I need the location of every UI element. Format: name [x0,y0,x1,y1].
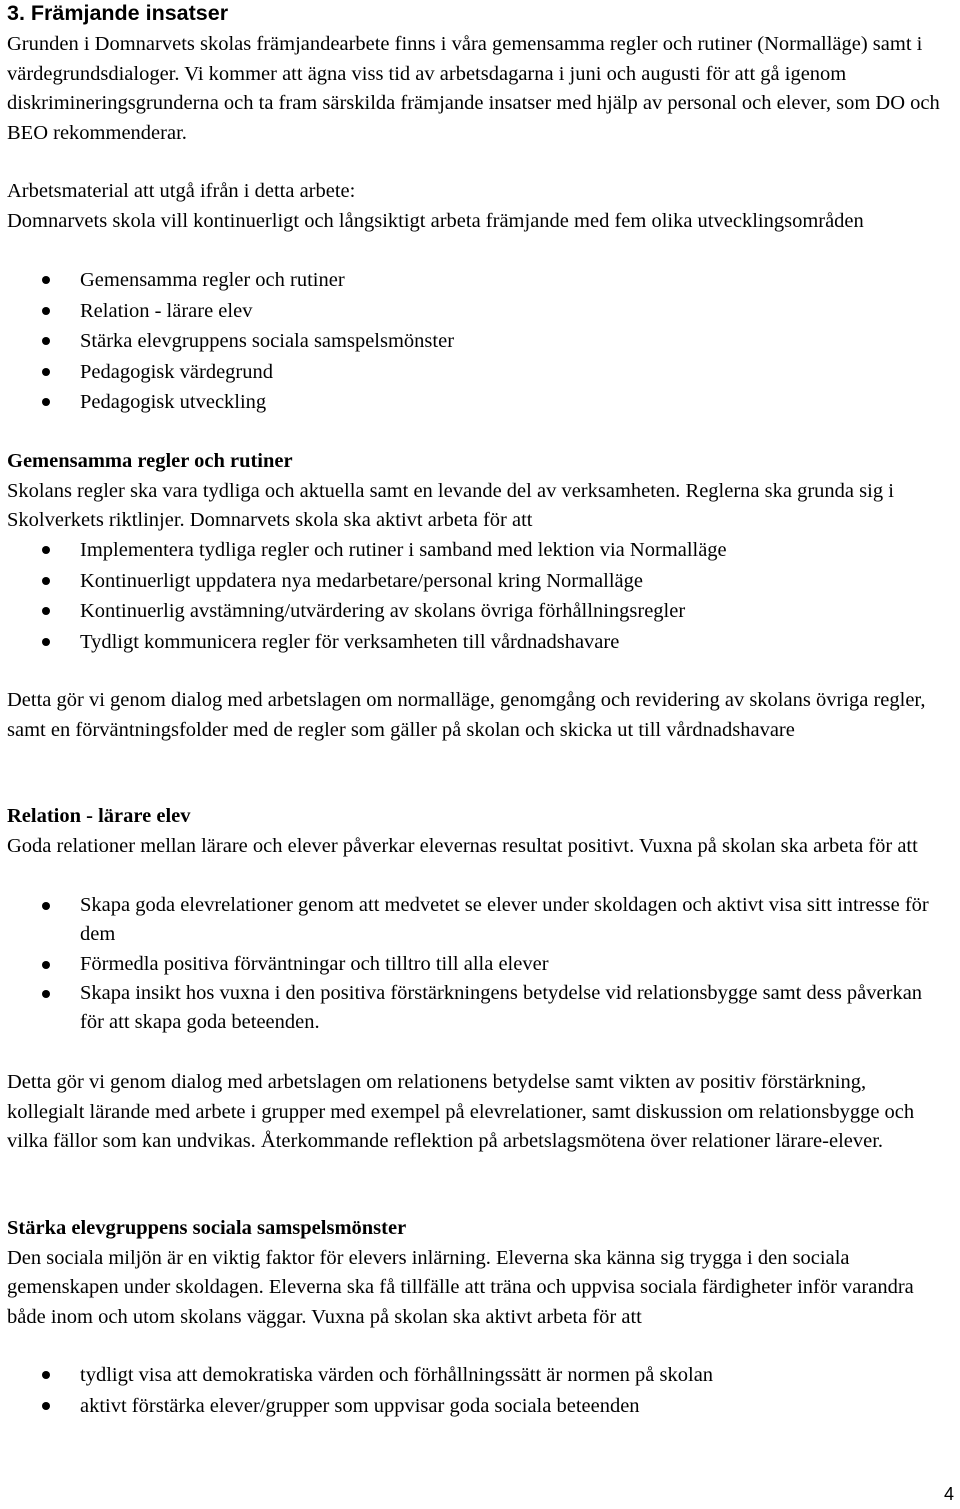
list-item: Skapa goda elevrelationer genom att medvetet se elever under skoldagen och aktivt visa sitt intresse för dem [0,891,940,950]
rules-list [0,535,940,657]
rules-section [7,447,947,536]
social-text: Den sociala miljön är en viktig faktor för elevers inlärning. Eleverna ska känna sig trygga i den sociala gemenskapen under skoldagen. Eleverna ska få tillfälle att träna och uppvisa sociala färdigheter inför varandra både inom och utom skolans väggar. Vuxna på skolan ska aktivt arbeta för att [7,1246,914,1328]
social-list [0,1360,940,1421]
intro-text: Grunden i Domnarvets skolas främjandearbete finns i våra gemensamma regler och rutiner (Normalläge) samt i värdegrundsdialoger. Vi kommer att ägna viss tid av arbetsdagarna i juni och augusti för att gå igenom diskrimineringsgrunderna och ta fram särskilda främjande insatser med hjälp av personal och elever, som DO och BEO rekommenderar. [7,33,940,144]
rules-followup-text: Detta gör vi genom dialog med arbetslagen om normalläge, genomgång och revidering av skolans övriga regler, samt en förväntningsfolder med de regler som gäller på skolan och skicka ut till vårdnadshavare [7,689,926,741]
relation-followup [7,1068,947,1157]
section-heading: 3. Främjande insatser [7,1,229,25]
list-item: Förmedla positiva förväntningar och tilltro till alla elever [0,950,940,979]
list-item: Pedagogisk utveckling [0,387,940,418]
list-item: Implementera tydliga regler och rutiner i samband med lektion via Normalläge [0,535,940,566]
list-item: Gemensamma regler och rutiner [0,265,940,296]
relation-followup-text: Detta gör vi genom dialog med arbetslagen om relationens betydelse samt vikten av positiv förstärkning, kollegialt lärande med arbete i grupper med exempel på elevrelationer, samt diskussion om relationsbygge och vilka fällor som kan undvikas. Återkommande reflektion på arbetslagsmötena över relationer lärare-elever. [7,1071,915,1153]
relation-text: Goda relationer mellan lärare och elever påverkar elevernas resultat positivt. Vuxna på skolan ska arbeta för att [7,834,918,857]
material-line-1: Arbetsmaterial att utgå ifrån i detta arbete: [7,180,356,202]
social-section [7,1214,947,1332]
list-item: Kontinuerlig avstämning/utvärdering av skolans övriga förhållningsregler [0,596,940,627]
rules-title: Gemensamma regler och rutiner [7,450,293,472]
list-item: tydligt visa att demokratiska värden och förhållningssätt är normen på skolan [0,1360,940,1391]
list-item: Kontinuerligt uppdatera nya medarbetare/personal kring Normalläge [0,566,940,597]
rules-followup [7,686,947,745]
focus-areas-list [0,265,940,418]
intro-paragraph [7,30,947,148]
list-item: aktivt förstärka elever/grupper som uppvisar goda sociala beteenden [0,1391,940,1422]
rules-text: Skolans regler ska vara tydliga och aktuella samt en levande del av verksamheten. Reglerna ska grunda sig i Skolverkets riktlinjer. Domnarvets skola ska aktivt arbeta för att [7,479,894,532]
list-item: Pedagogisk värdegrund [0,357,940,388]
page-number: 4 [943,1484,954,1504]
list-item: Relation - lärare elev [0,296,940,327]
relation-section [7,802,947,861]
relation-list [0,891,940,1037]
material-block [7,176,947,236]
list-item: Stärka elevgruppens sociala samspelsmönster [0,326,940,357]
list-item: Tydligt kommunicera regler för verksamheten till vårdnadshavare [0,627,940,658]
social-title: Stärka elevgruppens sociala samspelsmönster [7,1217,407,1239]
list-item: Skapa insikt hos vuxna i den positiva förstärkningens betydelse vid relationsbygge samt dess påverkan för att skapa goda beteenden. [0,979,940,1038]
material-line-2: Domnarvets skola vill kontinuerligt och långsiktigt arbeta främjande med fem olika utvecklingsområden [7,210,864,232]
relation-title: Relation - lärare elev [7,805,191,827]
